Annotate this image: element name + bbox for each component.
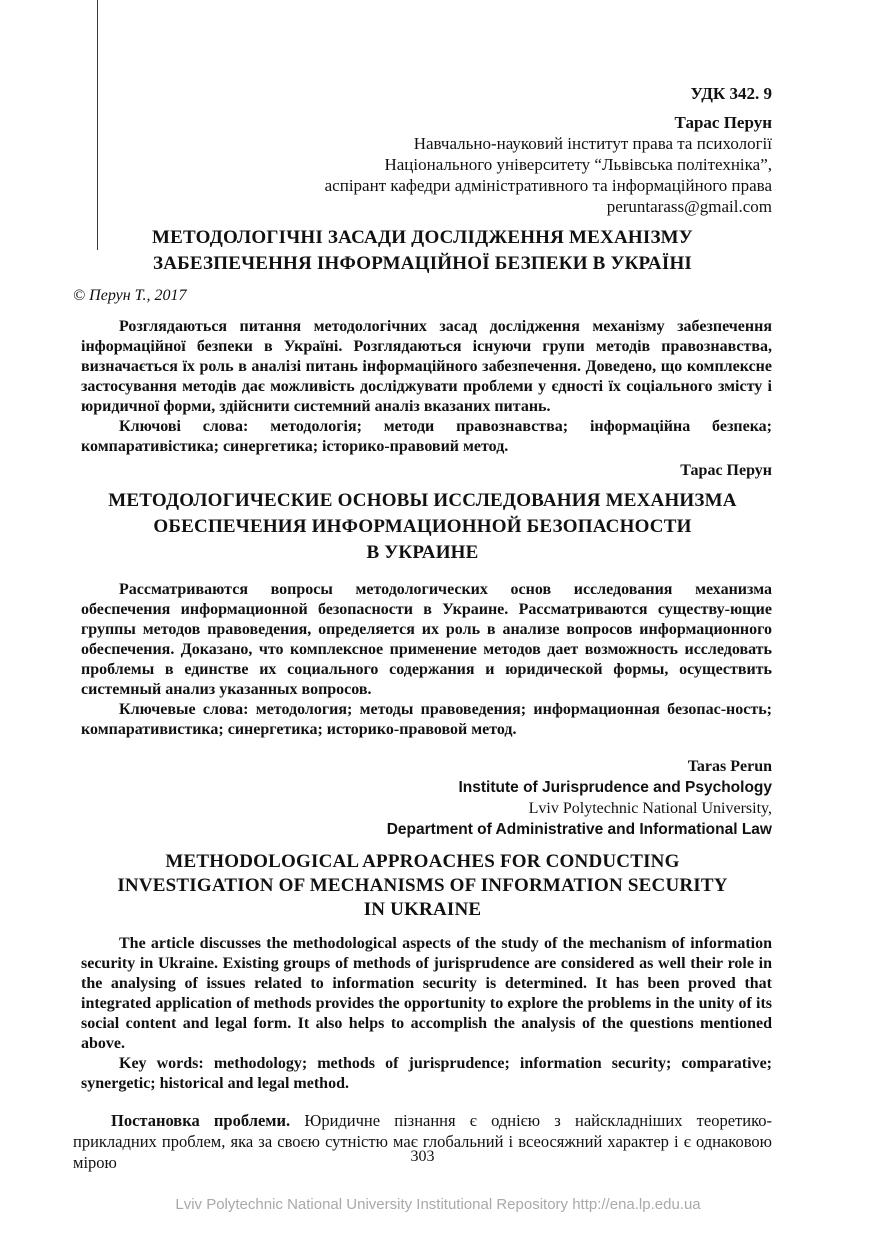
abstract-ru-text: Рассматриваются вопросы методологических основ исследования механизма обеспечения информационной безопасности в Украине. Рассматриваются существу-ющие группы методов правоведения, определяется их роль в анализе вопросов информационного обеспечения. Доказано, что комплексное применение методов дает возможность исследовать проблемы в единстве их социального содержания и юридической формы, осуществить системный анализ указанных вопросов.	[81, 581, 772, 698]
author-email: peruntarass@gmail.com	[606, 197, 772, 216]
keywords-uk: Ключові слова: методологія; методи правознавства; інформаційна безпека; компаративістика; синергетика; історико-правовий метод.	[81, 418, 772, 455]
affiliation-line: Institute of Jurisprudence and Psychology	[458, 779, 772, 796]
abstract-uk	[81, 317, 772, 457]
abstract-ru	[81, 580, 772, 740]
page-content	[73, 84, 772, 1173]
title-en-line: INVESTIGATION OF MECHANISMS OF INFORMATION SECURITY	[117, 875, 728, 896]
author-name-en: Taras Perun	[687, 758, 772, 775]
title-ru-line: МЕТОДОЛОГИЧЕСКИЕ ОСНОВЫ ИССЛЕДОВАНИЯ МЕХАНИЗМА	[108, 490, 737, 511]
title-uk-line: МЕТОДОЛОГІЧНІ ЗАСАДИ ДОСЛІДЖЕННЯ МЕХАНІЗМУ	[152, 227, 693, 248]
keywords-en: Key words: methodology; methods of jurisprudence; information security; comparative; synergetic; historical and legal method.	[81, 1055, 772, 1092]
title-ru-line: В УКРАИНЕ	[366, 542, 479, 563]
udc-code: УДК 342. 9	[690, 84, 772, 103]
paragraph-lead-in: Постановка проблеми.	[111, 1111, 291, 1130]
paragraph-text: Юридичне пізнання є однією з найскладніших теоретико-прикладних проблем, яка за своєю сутністю має глобальний і всеосяжний характер і є однаковою мірою	[73, 1111, 772, 1172]
page-number: 303	[410, 1148, 435, 1165]
abstract-en-text: The article discusses the methodological aspects of the study of the mechanism of information security in Ukraine. Existing groups of methods of jurisprudence are considered as well their role in the analysing of issues related to information security is determined. It has been proved that integrated application of methods provides the opportunity to explore the problems in the unity of its social content and legal form. It also helps to accomplish the analysis of the questions mentioned above.	[81, 935, 772, 1052]
author-block-uk	[73, 112, 772, 217]
author-name-ru: Тарас Перун	[680, 462, 772, 479]
title-en-line: IN UKRAINE	[363, 899, 482, 920]
abstract-en	[81, 934, 772, 1094]
affiliation-line: Національного університету “Львівська політехніка”,	[384, 155, 772, 174]
title-en	[73, 850, 772, 922]
title-en-line: METHODOLOGICAL APPROACHES FOR CONDUCTING	[165, 851, 680, 872]
title-uk-line: ЗАБЕЗПЕЧЕННЯ ІНФОРМАЦІЙНОЇ БЕЗПЕКИ В УКРАЇНІ	[152, 253, 693, 274]
affiliation-line: Department of Administrative and Informational Law	[386, 821, 772, 838]
affiliation-line: Lviv Polytechnic National University,	[528, 800, 772, 817]
title-ru-line: ОБЕСПЕЧЕНИЯ ИНФОРМАЦИОННОЙ БЕЗОПАСНОСТИ	[153, 516, 692, 537]
affiliation-line: аспірант кафедри адміністративного та інформаційного права	[324, 176, 772, 195]
affiliation-line: Навчально-науковий інститут права та психології	[413, 134, 772, 153]
title-uk	[73, 225, 772, 277]
copyright-notice: © Перун Т., 2017	[73, 287, 187, 304]
title-ru	[73, 488, 772, 566]
author-name-uk: Тарас Перун	[674, 113, 772, 132]
keywords-ru: Ключевые слова: методология; методы правоведения; информационная безопас-ность; компаративистика; синергетика; историко-правовой метод.	[81, 701, 772, 738]
abstract-uk-text: Розглядаються питання методологічних засад дослідження механізму забезпечення інформаційної безпеки в Україні. Розглядаються існуючи групи методів правознавства, визначається їх роль в аналізі питань інформаційного забезпечення. Доведено, що комплексне застосування методів дає можливість досліджувати проблеми у єдності їх соціального змісту і юридичної форми, здійснити системний аналіз вказаних питань.	[81, 318, 772, 415]
author-block-en	[73, 756, 772, 840]
repository-watermark: Lviv Polytechnic National University Institutional Repository http://ena.lp.edu.ua	[175, 1196, 701, 1213]
